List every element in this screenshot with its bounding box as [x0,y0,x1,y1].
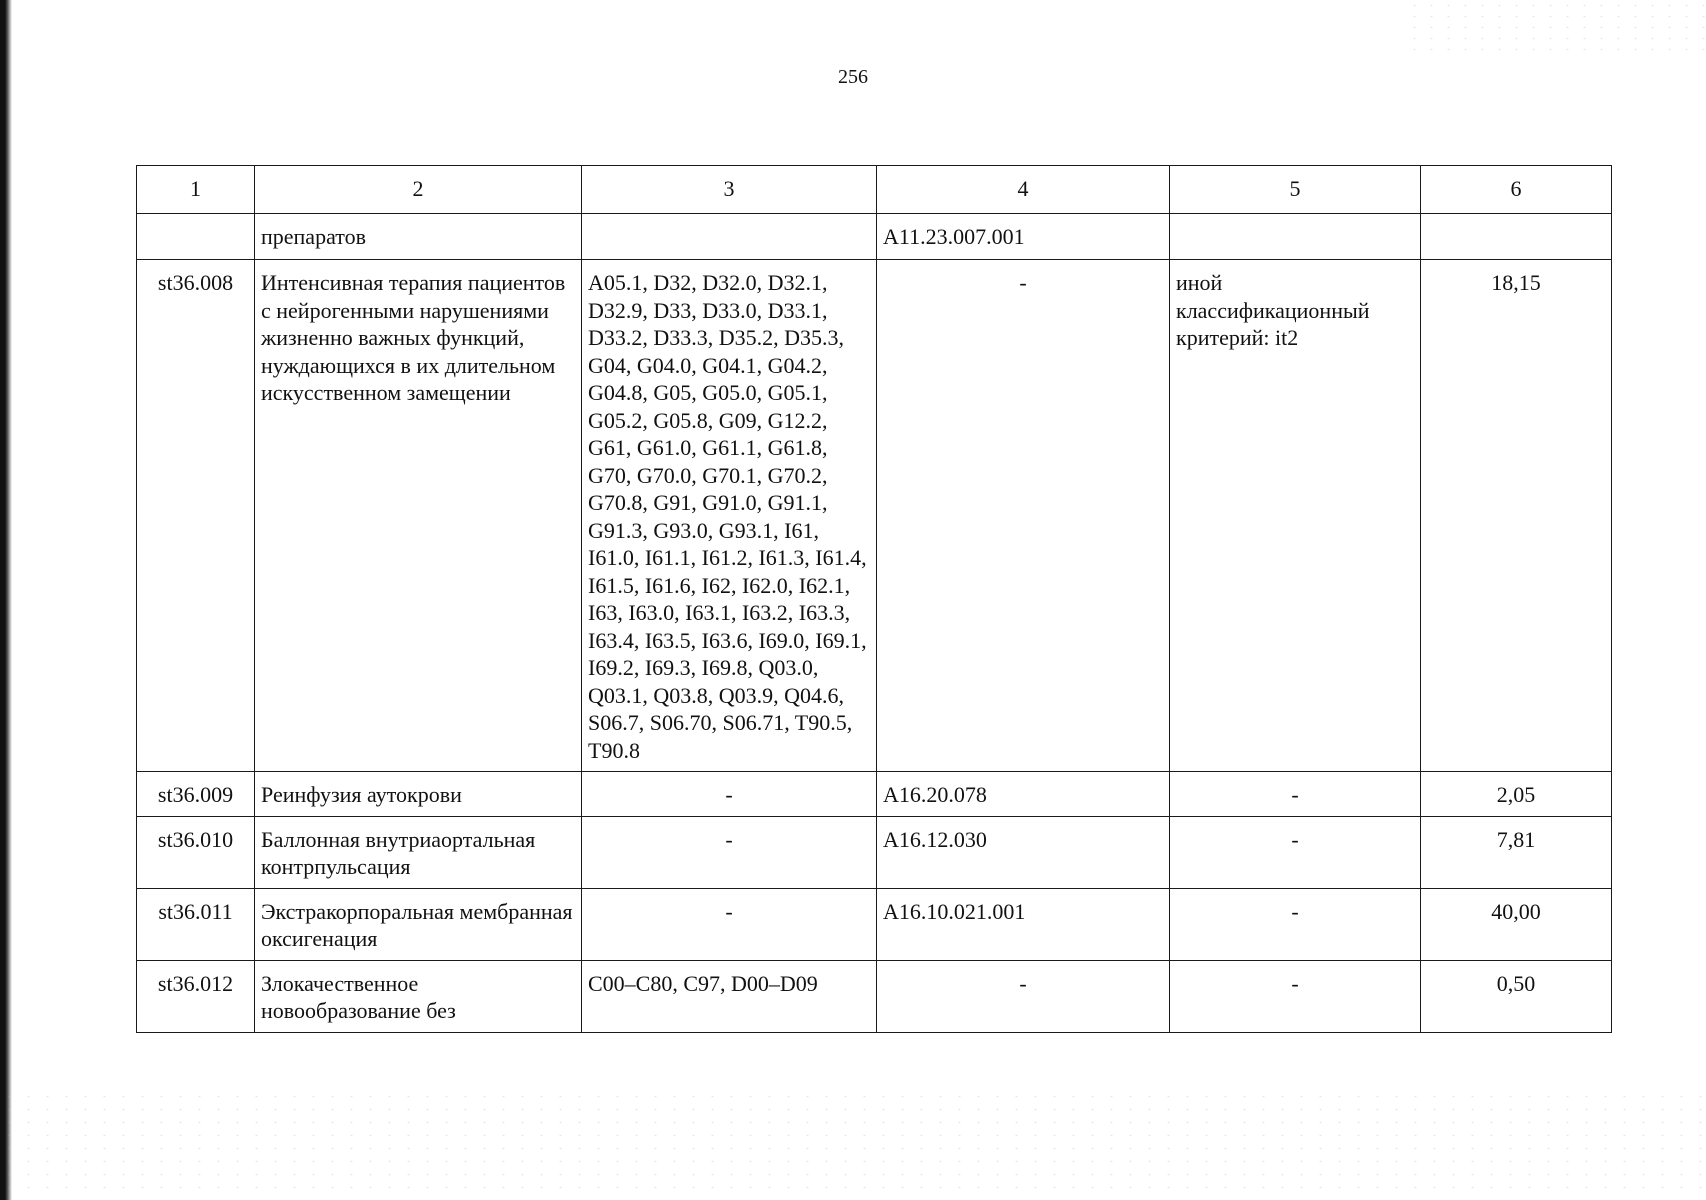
cell-services: - [877,960,1170,1032]
scan-noise-top [1406,0,1706,60]
cell-coefficient: 40,00 [1421,888,1612,960]
table-row [137,888,1612,960]
tariff-table [136,165,1612,1033]
cell-name: препаратов [255,214,582,260]
cell-coefficient [1421,214,1612,260]
cell-code: st36.012 [137,960,255,1032]
column-header: 1 [137,166,255,214]
cell-criteria: - [1170,816,1421,888]
cell-services: A16.10.021.001 [877,888,1170,960]
cell-diagnoses [582,214,877,260]
cell-services: A11.23.007.001 [877,214,1170,260]
cell-code: st36.011 [137,888,255,960]
column-header: 2 [255,166,582,214]
cell-diagnoses: - [582,772,877,817]
table-row [137,816,1612,888]
column-header: 4 [877,166,1170,214]
column-header: 6 [1421,166,1612,214]
cell-criteria: - [1170,888,1421,960]
table-row [137,260,1612,772]
cell-diagnoses: C00–C80, C97, D00–D09 [582,960,877,1032]
page-number: 256 [838,66,868,88]
cell-name: Экстракорпоральная мембранная оксигенация [255,888,582,960]
cell-diagnoses: - [582,888,877,960]
column-header: 5 [1170,166,1421,214]
cell-criteria: иной классификационный критерий: it2 [1170,260,1421,772]
cell-coefficient: 2,05 [1421,772,1612,817]
cell-criteria: - [1170,772,1421,817]
cell-diagnoses: A05.1, D32, D32.0, D32.1, D32.9, D33, D33.0, D33.1, D33.2, D33.3, D35.2, D35.3, G04, G04.0, G04.1, G04.2, G04.8, G05, G05.0, G05.1, G05.2, G05.8, G09, G12.2, G61, G61.0, G61.1, G61.8, G70, G70.0, G70.1, G70.2, G70.8, G91, G91.0, G91.1, G91.3, G93.0, G93.1, I61, I61.0, I61.1, I61.2, I61.3, I61.4, I61.5, I61.6, I62, I62.0, I62.1, I63, I63.0, I63.1, I63.2, I63.3, I63.4, I63.5, I63.6, I69.0, I69.1, I69.2, I69.3, I69.8, Q03.0, Q03.1, Q03.8, Q03.9, Q04.6, S06.7, S06.70, S06.71, T90.5, T90.8 [582,260,877,772]
table-row-continuation [137,214,1612,260]
table-row [137,772,1612,817]
cell-name: Баллонная внутриаортальная контрпульсация [255,816,582,888]
cell-name: Интенсивная терапия пациентов с нейрогенными нарушениями жизненно важных функций, нуждающихся в их длительном искусственном замещении [255,260,582,772]
cell-services: A16.20.078 [877,772,1170,817]
cell-code [137,214,255,260]
scan-edge [0,0,12,1200]
cell-coefficient: 18,15 [1421,260,1612,772]
cell-criteria [1170,214,1421,260]
cell-code: st36.008 [137,260,255,772]
cell-code: st36.010 [137,816,255,888]
scan-noise-bottom [0,1090,1706,1200]
column-number-row [137,166,1612,214]
cell-code: st36.009 [137,772,255,817]
table-row [137,960,1612,1032]
cell-coefficient: 0,50 [1421,960,1612,1032]
cell-services: A16.12.030 [877,816,1170,888]
cell-coefficient: 7,81 [1421,816,1612,888]
cell-diagnoses: - [582,816,877,888]
cell-name: Реинфузия аутокрови [255,772,582,817]
cell-criteria: - [1170,960,1421,1032]
cell-services: - [877,260,1170,772]
column-header: 3 [582,166,877,214]
cell-name: Злокачественное новообразование без [255,960,582,1032]
